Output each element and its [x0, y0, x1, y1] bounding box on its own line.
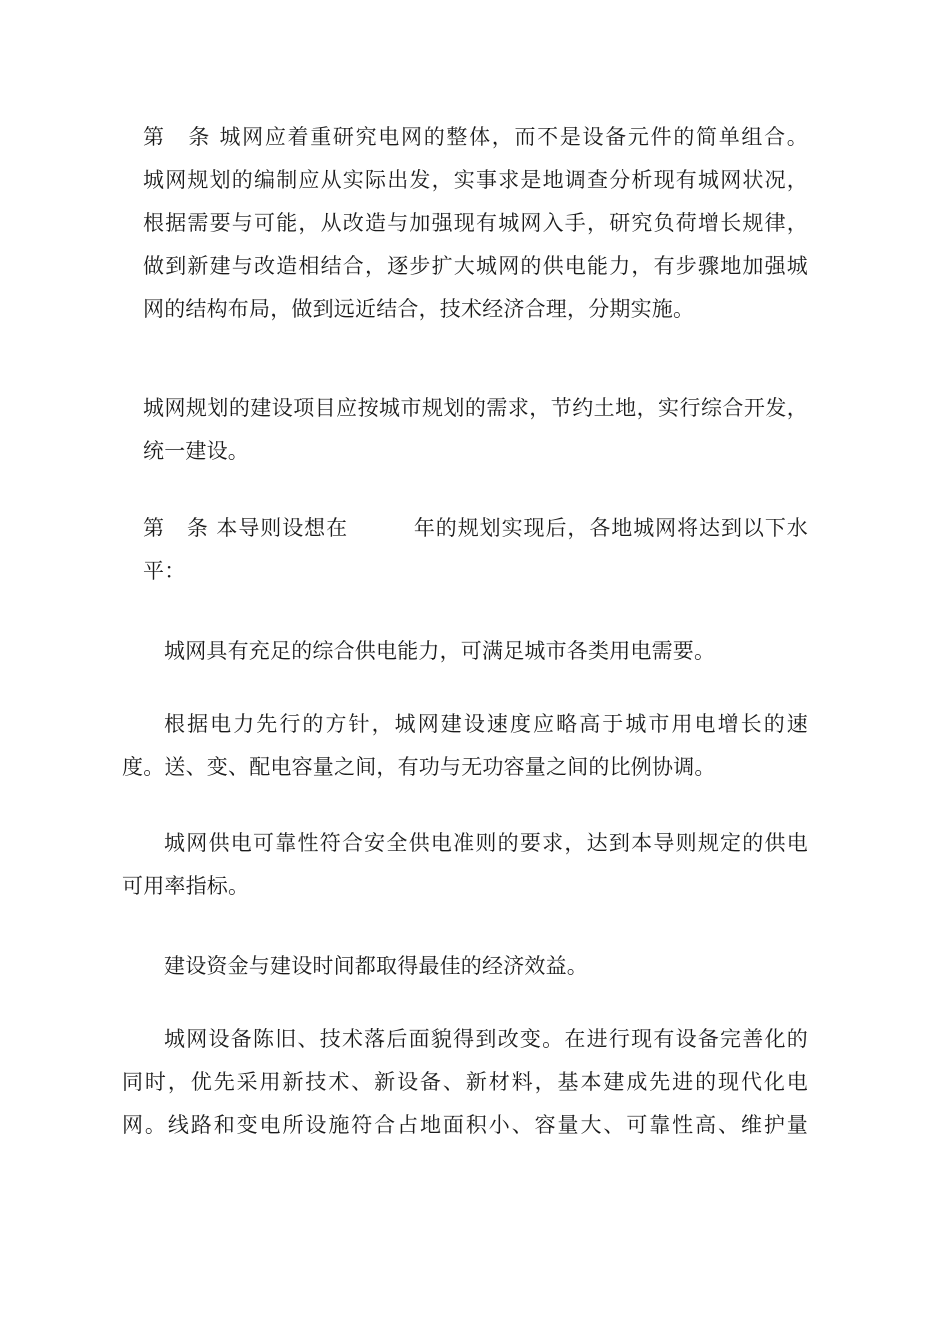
text-line: 可用率指标。 — [122, 874, 250, 898]
text-line: 做到新建与改造相结合，逐步扩大城网的供电能力，有步骤地加强城 — [143, 254, 808, 278]
paragraph-reliability — [122, 822, 808, 908]
text-line: 建设资金与建设时间都取得最佳的经济效益。 — [164, 954, 588, 978]
paragraph-article-goals — [143, 507, 808, 593]
text-line: 城网设备陈旧、技术落后面貌得到改变。在进行现有设备完善化的 — [164, 1027, 808, 1051]
paragraph-investment — [143, 945, 808, 988]
paragraph-article-planning — [143, 116, 808, 331]
text-line: 度。送、变、配电容量之间，有功与无功容量之间的比例协调。 — [122, 755, 716, 779]
paragraph-construction-projects — [143, 387, 808, 473]
text-line: 网的结构布局，做到远近结合，技术经济合理，分期实施。 — [143, 297, 695, 321]
text-line: 第 条 城网应着重研究电网的整体，而不是设备元件的简单组合。 — [143, 125, 808, 149]
text-line: 根据需要与可能，从改造与加强现有城网入手，研究负荷增长规律， — [143, 211, 808, 235]
paragraph-speed — [122, 703, 808, 789]
paragraph-capacity — [143, 630, 808, 673]
text-line: 根据电力先行的方针，城网建设速度应略高于城市用电增长的速 — [164, 712, 808, 736]
text-line: 同时，优先采用新技术、新设备、新材料，基本建成先进的现代化电 — [122, 1070, 808, 1094]
paragraph-modernization — [122, 1018, 808, 1147]
text-line: 城网规划的建设项目应按城市规划的需求，节约土地，实行综合开发， — [143, 396, 808, 420]
text-line: 第 条 本导则设想在 年的规划实现后，各地城网将达到以下水 — [143, 516, 808, 540]
text-line: 网。线路和变电所设施符合占地面积小、容量大、可靠性高、维护量 — [122, 1113, 808, 1137]
text-line: 城网具有充足的综合供电能力，可满足城市各类用电需要。 — [164, 639, 716, 663]
text-line: 城网供电可靠性符合安全供电准则的要求，达到本导则规定的供电 — [164, 831, 808, 855]
text-line: 平： — [143, 559, 186, 583]
text-line: 统一建设。 — [143, 439, 249, 463]
text-line: 城网规划的编制应从实际出发，实事求是地调查分析现有城网状况， — [143, 168, 808, 192]
